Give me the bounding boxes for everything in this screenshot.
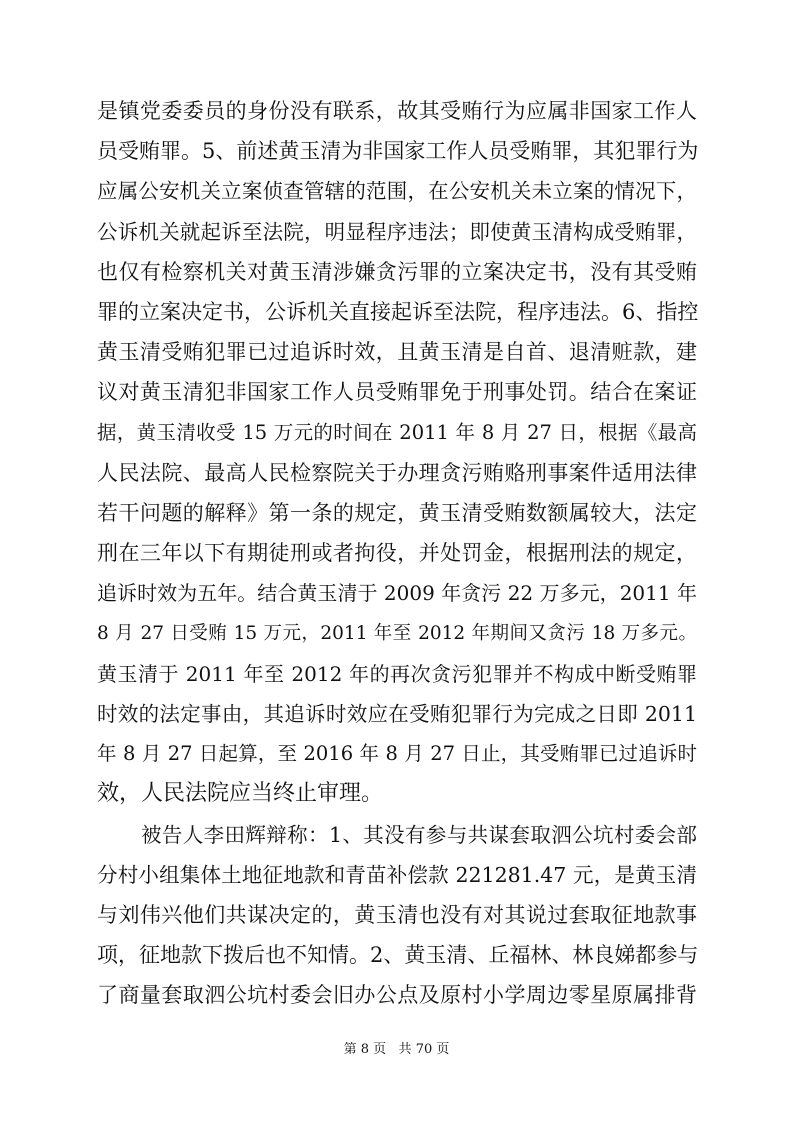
- text-line: 员受贿罪。5、前述黄玉清为非国家工作人员受贿罪，其犯罪行为: [97, 139, 699, 163]
- text-line: 8 月 27 日受贿 15 万元，2011 年至 2012 年期间又贪污 18 万多元。: [97, 623, 697, 644]
- text-line: 效，人民法院应当终止审理。: [97, 781, 384, 806]
- text-line: 项，征地款下拨后也不知情。2、黄玉清、丘福林、林良娣都参与: [97, 943, 699, 967]
- text-line: 追诉时效为五年。结合黄玉清于 2009 年贪污 22 万多元，2011 年: [97, 581, 697, 605]
- text-line: 若干问题的解释》第一条的规定，黄玉清受贿数额属较大，法定: [97, 501, 697, 525]
- text-line: 黄玉清受贿犯罪已过追诉时效，且黄玉清是自首、退清赃款，建: [97, 340, 697, 364]
- text-line: 应属公安机关立案侦查管辖的范围，在公安机关未立案的情况下，: [97, 179, 697, 203]
- text-line: 被告人李田辉辩称：1、其没有参与共谋套取泗公坑村委会部: [141, 823, 697, 847]
- text-line: 年 8 月 27 日起算，至 2016 年 8 月 27 日止，其受贿罪已过追诉时: [97, 742, 697, 765]
- text-line: 是镇党委委员的身份没有联系，故其受贿行为应属非国家工作人: [97, 99, 697, 123]
- text-line: 时效的法定事由，其追诉时效应在受贿犯罪行为完成之日即 2011: [97, 702, 697, 726]
- text-line: 刑在三年以下有期徒刑或者拘役，并处罚金，根据刑法的规定，: [97, 541, 697, 565]
- page-number-footer: 第 8 页 共 70 页: [343, 1042, 450, 1057]
- text-line: 黄玉清于 2011 年至 2012 年的再次贪污犯罪并不构成中断受贿罪: [97, 662, 697, 686]
- text-line: 公诉机关就起诉至法院，明显程序违法；即使黄玉清构成受贿罪，: [97, 220, 697, 244]
- text-line: 人民法院、最高人民检察院关于办理贪污贿赂刑事案件适用法律: [97, 461, 697, 485]
- text-line: 议对黄玉清犯非国家工作人员受贿罪免于刑事处罚。结合在案证: [97, 380, 697, 404]
- text-line: 与刘伟兴他们共谋决定的，黄玉清也没有对其说过套取征地款事: [97, 903, 697, 927]
- text-line: 据，黄玉清收受 15 万元的时间在 2011 年 8 月 27 日，根据《最高: [97, 421, 697, 444]
- text-line: 分村小组集体土地征地款和青苗补偿款 221281.47 元，是黄玉清: [97, 863, 697, 887]
- text-line: 罪的立案决定书，公诉机关直接起诉至法院，程序违法。6、指控: [97, 300, 699, 324]
- text-line: 了商量套取泗公坑村委会旧办公点及原村小学周边零星原属排背: [97, 983, 697, 1007]
- text-line: 也仅有检察机关对黄玉清涉嫌贪污罪的立案决定书，没有其受贿: [97, 260, 697, 284]
